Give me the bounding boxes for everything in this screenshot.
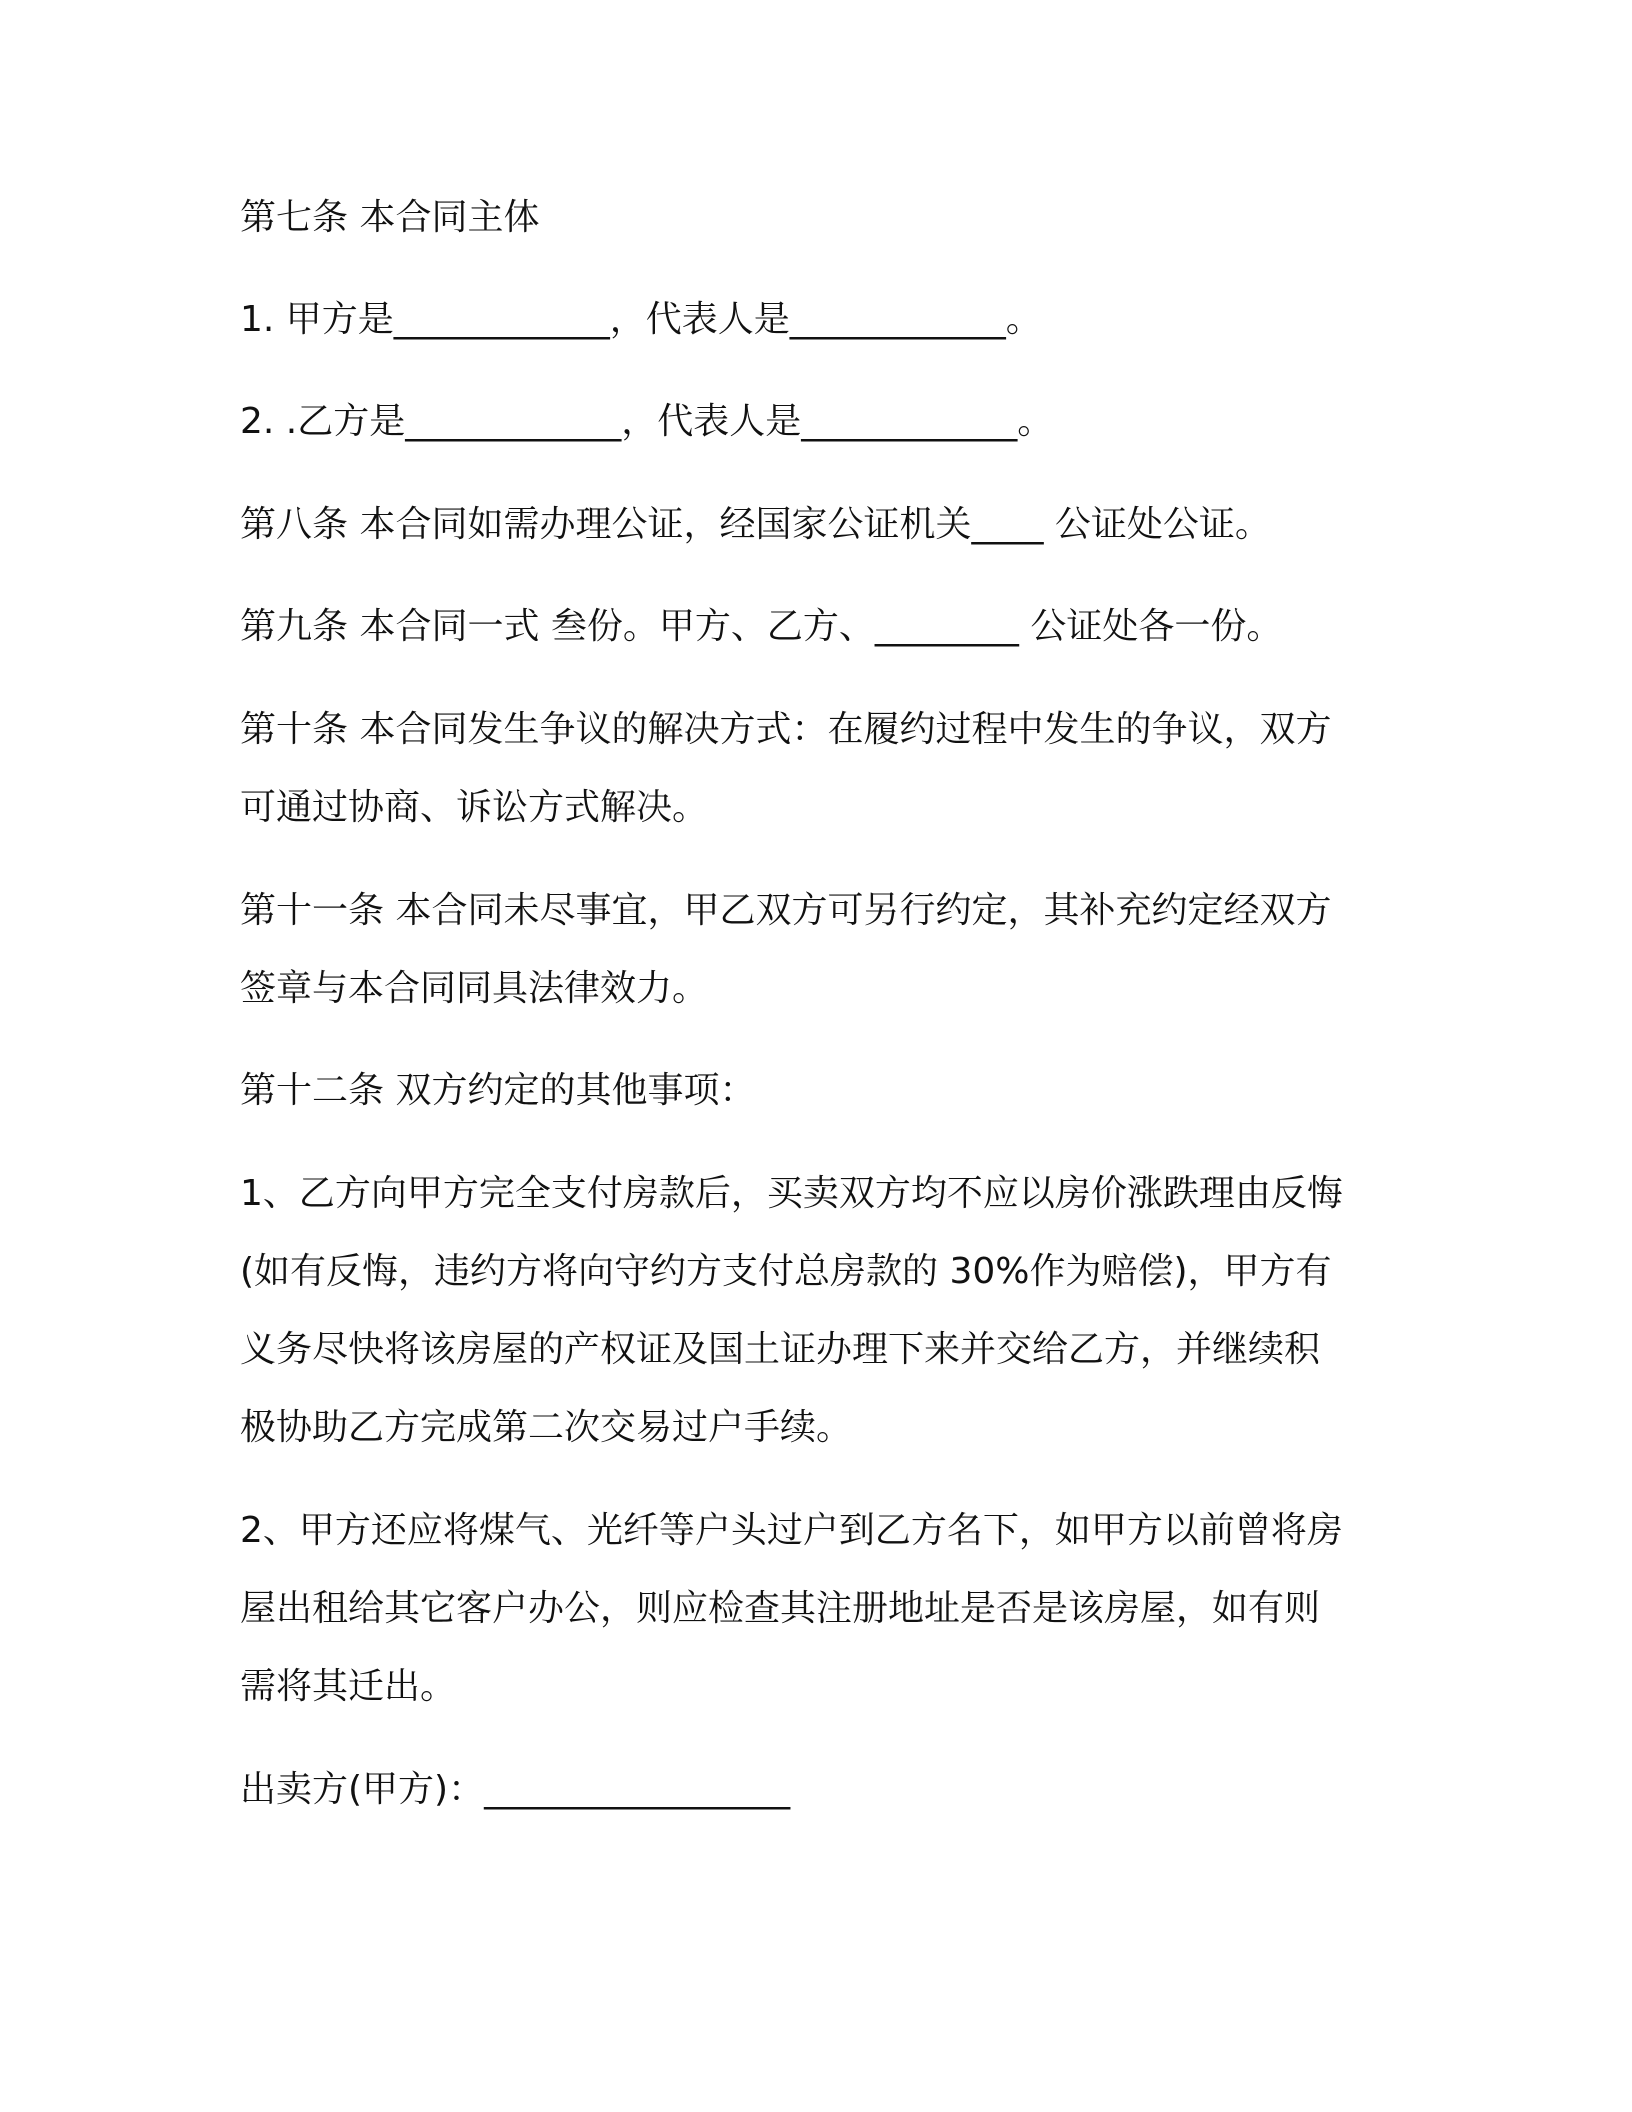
- item-2-line-3: 需将其迁出。: [240, 1666, 457, 1707]
- article-10-line-1: 第十条 本合同发生争议的解决方式：在履约过程中发生的争议，双方: [240, 709, 1332, 750]
- party-a-line: 1. 甲方是____________，代表人是____________。: [240, 299, 1042, 340]
- article-12-heading: 第十二条 双方约定的其他事项：: [240, 1070, 756, 1111]
- item-2-line-1: 2、甲方还应将煤气、光纤等户头过户到乙方名下，如甲方以前曾将房: [240, 1510, 1343, 1551]
- item-1-line-4: 极协助乙方完成第二次交易过户手续。: [240, 1407, 853, 1448]
- party-b-line: 2. .乙方是____________，代表人是____________。: [240, 401, 1054, 442]
- article-8-text: 第八条 本合同如需办理公证，经国家公证机关____ 公证处公证。: [240, 504, 1271, 545]
- article-9-text: 第九条 本合同一式 叁份。甲方、乙方、________ 公证处各一份。: [240, 606, 1283, 647]
- article-10-line-2: 可通过协商、诉讼方式解决。: [240, 787, 709, 828]
- item-1-line-2: (如有反悔，违约方将向守约方支付总房款的 30%作为赔偿)，甲方有: [240, 1251, 1332, 1292]
- item-1-line-3: 义务尽快将该房屋的产权证及国土证办理下来并交给乙方，并继续积: [240, 1329, 1321, 1370]
- item-1-line-1: 1、乙方向甲方完全支付房款后，买卖双方均不应以房价涨跌理由反悔: [240, 1173, 1343, 1214]
- item-2-line-2: 屋出租给其它客户办公，则应检查其注册地址是否是该房屋，如有则: [240, 1588, 1321, 1629]
- article-11-line-1: 第十一条 本合同未尽事宜，甲乙双方可另行约定，其补充约定经双方: [240, 890, 1332, 931]
- seller-signature-line: 出卖方(甲方)：_________________: [240, 1769, 791, 1810]
- article-7-heading: 第七条 本合同主体: [240, 197, 540, 238]
- article-11-line-2: 签章与本合同同具法律效力。: [240, 968, 709, 1009]
